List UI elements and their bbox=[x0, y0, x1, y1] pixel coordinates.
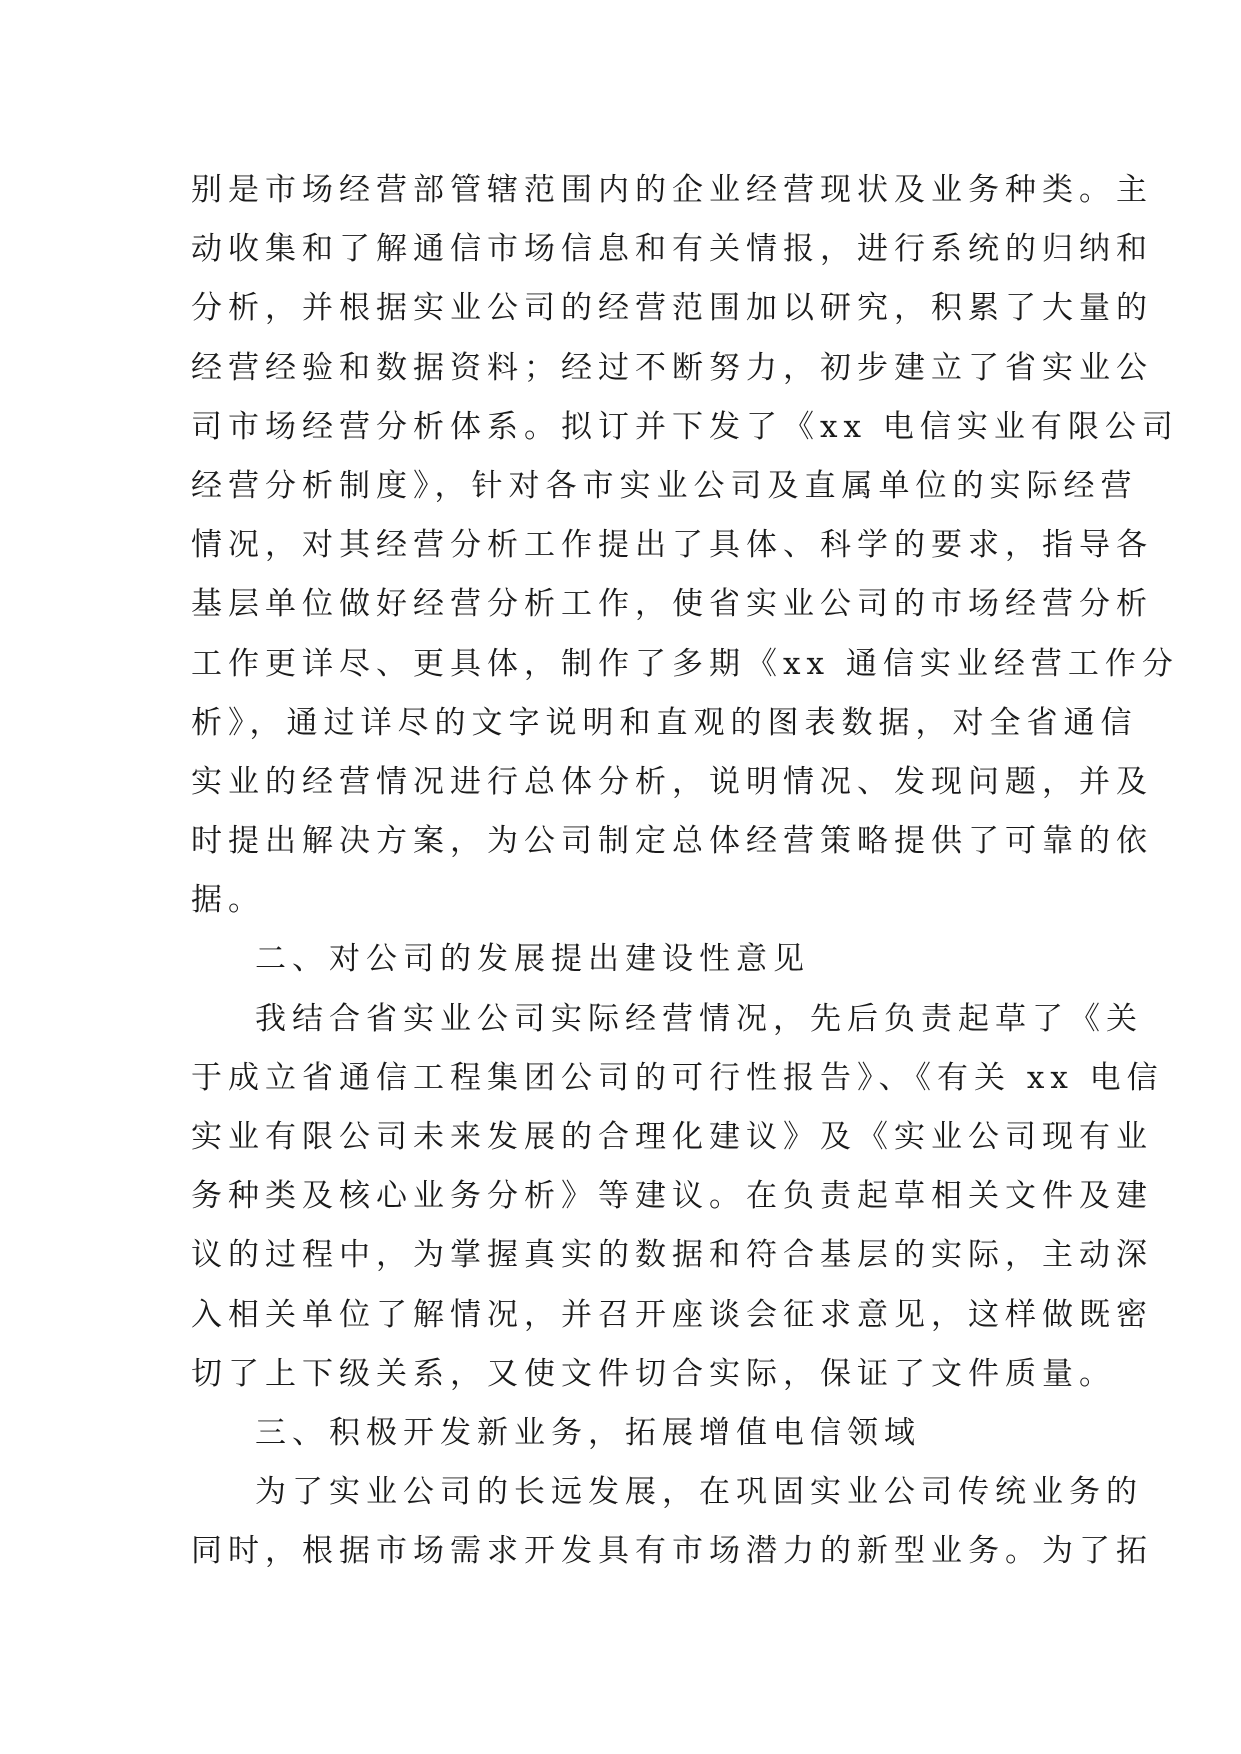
paragraph-line-indented: 为了实业公司的长远发展，在巩固实业公司传统业务的 bbox=[255, 1474, 1143, 1511]
paragraph-line: 情况，对其经营分析工作提出了具体、科学的要求，指导各 bbox=[191, 527, 1153, 564]
paragraph-line: 司市场经营分析体系。拟订并下发了《xx 电信实业有限公司 bbox=[191, 408, 1179, 445]
body-text bbox=[191, 161, 1179, 1582]
paragraph-line: 实业的经营情况进行总体分析，说明情况、发现问题，并及 bbox=[191, 763, 1153, 800]
paragraph-line: 议的过程中，为掌握真实的数据和符合基层的实际，主动深 bbox=[191, 1237, 1153, 1274]
paragraph-line: 于成立省通信工程集团公司的可行性报告》、《有关 xx 电信 bbox=[191, 1059, 1164, 1096]
paragraph-line-indented: 我结合省实业公司实际经营情况，先后负责起草了《关 bbox=[255, 1000, 1143, 1037]
paragraph-line: 时提出解决方案，为公司制定总体经营策略提供了可靠的依 bbox=[191, 823, 1153, 860]
paragraph-line: 切了上下级关系，又使文件切合实际，保证了文件质量。 bbox=[191, 1355, 1116, 1392]
paragraph-line: 基层单位做好经营分析工作，使省实业公司的市场经营分析 bbox=[191, 586, 1153, 623]
paragraph-line-indented: 三、积极开发新业务，拓展增值电信领域 bbox=[255, 1414, 921, 1451]
paragraph-line: 动收集和了解通信市场信息和有关情报，进行系统的归纳和 bbox=[191, 231, 1153, 268]
paragraph-line: 析》，通过详尽的文字说明和直观的图表数据，对全省通信 bbox=[191, 704, 1138, 741]
paragraph-line: 务种类及核心业务分析》等建议。在负责起草相关文件及建 bbox=[191, 1178, 1153, 1215]
paragraph-line: 经营分析制度》，针对各市实业公司及直属单位的实际经营 bbox=[191, 467, 1138, 504]
paragraph-line: 工作更详尽、更具体，制作了多期《xx 通信实业经营工作分 bbox=[191, 645, 1179, 682]
paragraph-line: 别是市场经营部管辖范围内的企业经营现状及业务种类。主 bbox=[191, 172, 1153, 208]
paragraph-line: 分析，并根据实业公司的经营范围加以研究，积累了大量的 bbox=[191, 290, 1153, 327]
paragraph-line-indented: 二、对公司的发展提出建设性意见 bbox=[255, 941, 810, 978]
paragraph-line: 经营经验和数据资料；经过不断努力，初步建立了省实业公 bbox=[191, 349, 1153, 386]
paragraph-line: 同时，根据市场需求开发具有市场潜力的新型业务。为了拓 bbox=[191, 1533, 1153, 1570]
paragraph-line: 据。 bbox=[191, 882, 265, 919]
paragraph-line: 实业有限公司未来发展的合理化建议》及《实业公司现有业 bbox=[191, 1119, 1153, 1155]
paragraph-line: 入相关单位了解情况，并召开座谈会征求意见，这样做既密 bbox=[191, 1296, 1153, 1333]
